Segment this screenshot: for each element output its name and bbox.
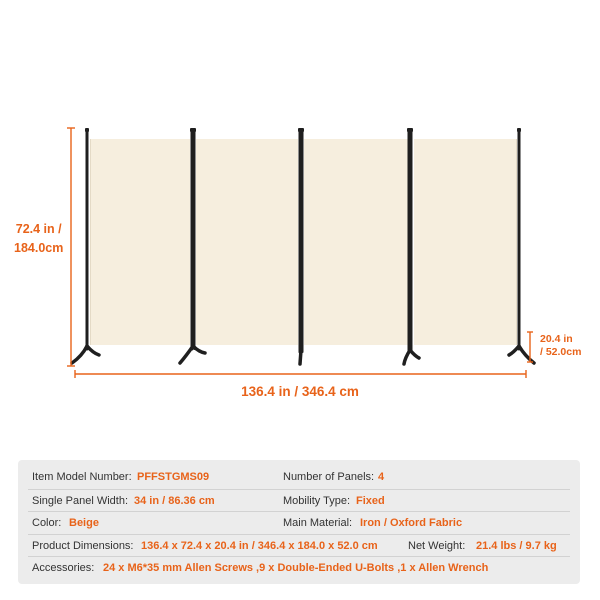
fabric-panel-2 (196, 139, 298, 345)
net-weight-value: 21.4 lbs / 9.7 kg (476, 540, 557, 552)
item-model-value: PFFSTGMS09 (137, 471, 210, 483)
panel-width-value: 34 in / 86.36 cm (134, 495, 215, 507)
product-dimensions-label: Product Dimensions: (32, 540, 134, 552)
panel-width-label: Single Panel Width: (32, 495, 128, 507)
height-dimension-metric: 184.0cm (14, 241, 64, 255)
accessories-value: 24 x M6*35 mm Allen Screws ,9 x Double-Ended U-Bolts ,1 x Allen Wrench (103, 562, 489, 574)
mobility-value: Fixed (356, 495, 385, 507)
depth-dimension-label (540, 333, 581, 359)
fabric-panel-3 (304, 139, 408, 345)
product-dimensions-value: 136.4 x 72.4 x 20.4 in / 346.4 x 184.0 x 52.0 cm (141, 540, 378, 552)
color-label: Color: (32, 517, 62, 529)
fabric-panel-4 (414, 139, 517, 345)
mobility-label: Mobility Type: (283, 495, 351, 507)
color-value: Beige (69, 517, 99, 529)
accessories-label: Accessories: (32, 562, 95, 574)
specifications-table (18, 460, 580, 584)
material-value: Iron / Oxford Fabric (360, 517, 463, 529)
panels-label: Number of Panels: (283, 471, 375, 483)
depth-dimension-imperial: 20.4 in (540, 333, 573, 345)
spec-row (18, 535, 580, 559)
spec-row (18, 512, 580, 536)
fabric-panel-1 (90, 139, 190, 345)
height-dimension-label (14, 220, 63, 258)
item-model-label: Item Model Number: (32, 471, 132, 483)
depth-dimension-metric: / 52.0cm (540, 346, 582, 358)
height-dimension-imperial: 72.4 in / (15, 222, 62, 236)
material-label: Main Material: (283, 517, 353, 529)
spec-row (18, 557, 580, 581)
spec-row (18, 490, 580, 514)
net-weight-label: Net Weight: (408, 540, 466, 552)
panels-value: 4 (378, 471, 385, 483)
width-dimension-label: 136.4 in / 346.4 cm (241, 384, 359, 399)
spec-row (18, 466, 580, 490)
